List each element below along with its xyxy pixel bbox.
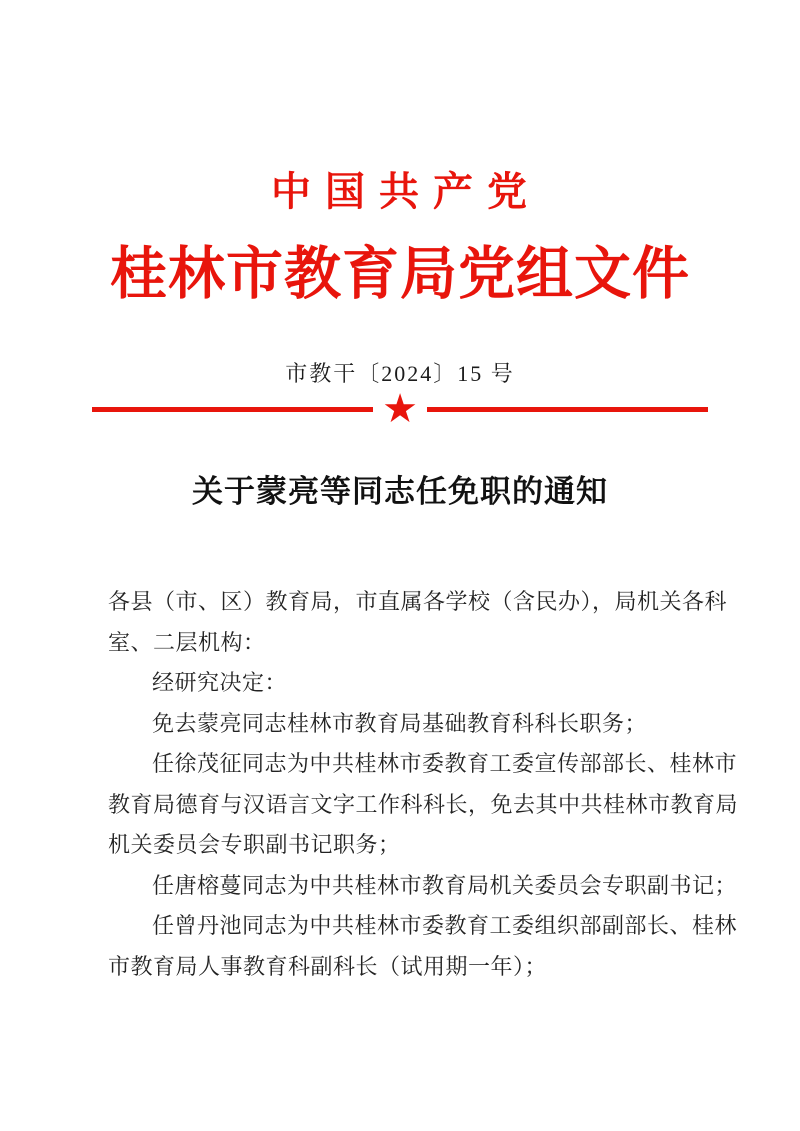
- body-line: 任唐榕蔓同志为中共桂林市教育局机关委员会专职副书记；: [152, 872, 738, 898]
- body-text: [108, 582, 739, 987]
- body-line: 经研究决定：: [152, 670, 288, 695]
- body-line: 室、二层机构：: [108, 629, 266, 655]
- body-line: 市教育局人事教育科副科长（试用期一年）；: [108, 953, 548, 979]
- red-star-icon: ★: [382, 386, 418, 431]
- body-line: 教育局德育与汉语言文字工作科科长，免去其中共桂林市教育局: [108, 791, 739, 817]
- red-rule-left-segment: [92, 407, 373, 412]
- body-line: 任曾丹池同志为中共桂林市委教育工委组织部副部长、桂林: [152, 913, 738, 938]
- body-line: 机关委员会专职副书记职务；: [108, 832, 401, 857]
- org-title-heading: 桂林市教育局党组文件: [110, 243, 690, 306]
- red-divider-rule: [92, 386, 708, 431]
- doc-number: 市教干〔2024〕15 号: [285, 361, 515, 386]
- body-line: 任徐茂征同志为中共桂林市委教育工委宣传部部长、桂林市: [152, 751, 738, 776]
- party-name-heading: 中 国 共 产 党: [271, 169, 529, 214]
- body-line: 各县（市、区）教育局，市直属各学校（含民办），局机关各科: [108, 589, 728, 614]
- document-title: 关于蒙亮等同志任免职的通知: [192, 474, 608, 509]
- red-rule-right-segment: [427, 407, 708, 412]
- body-line: 免去蒙亮同志桂林市教育局基础教育科科长职务；: [152, 710, 648, 736]
